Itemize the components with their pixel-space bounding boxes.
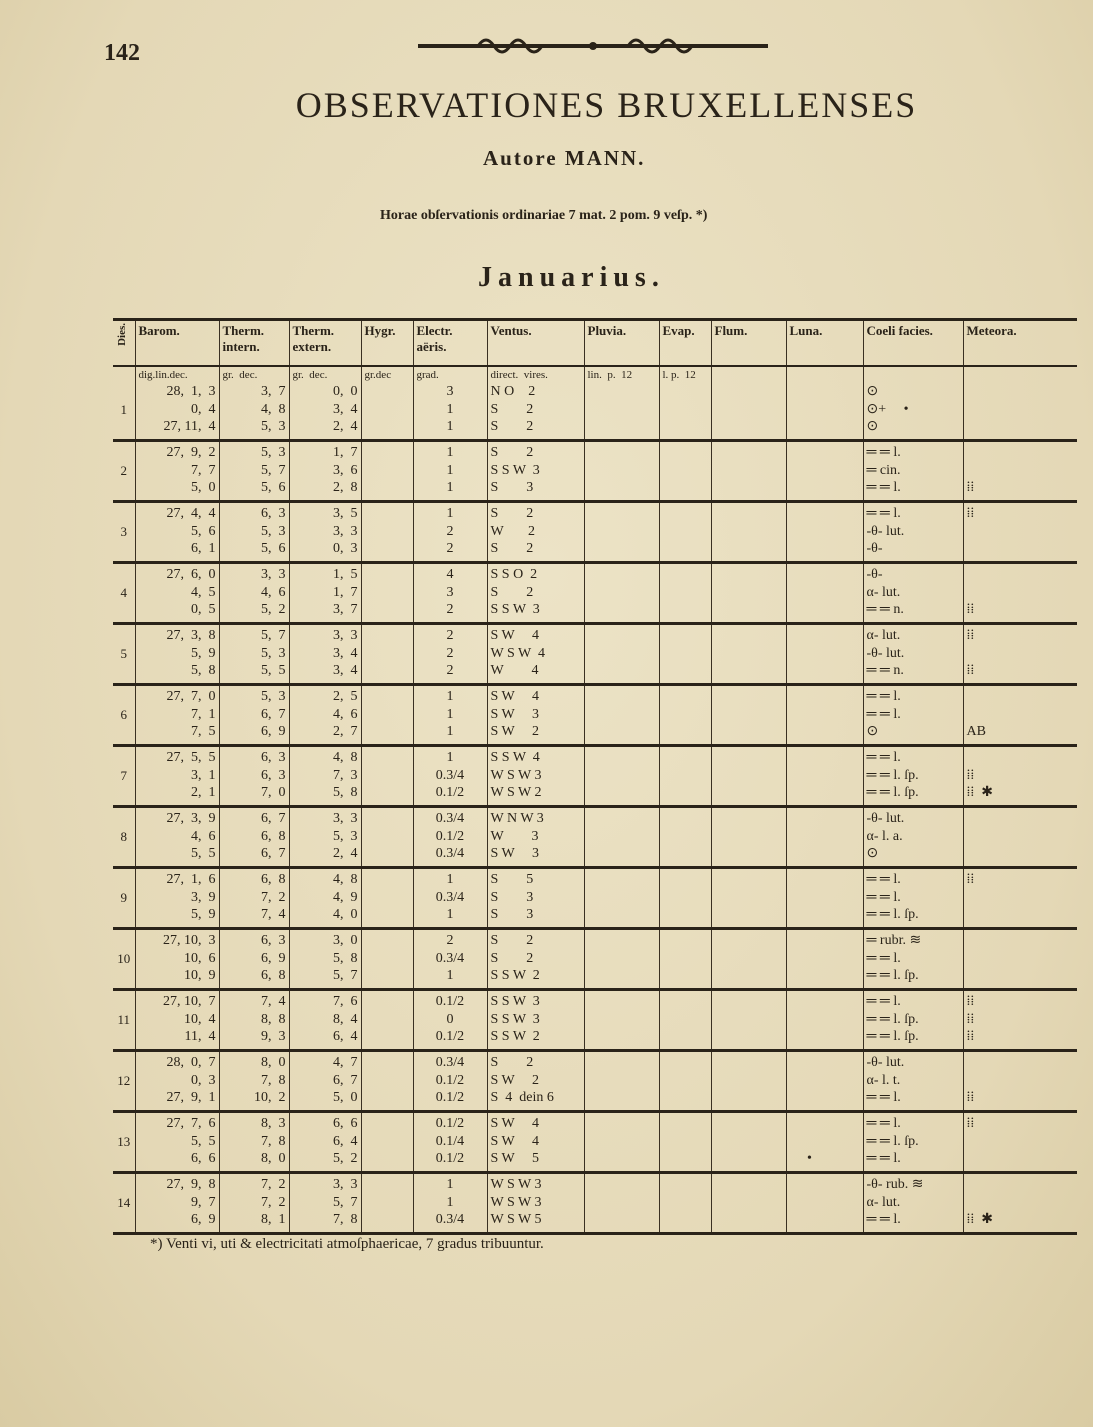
evap-cell [659, 1051, 711, 1112]
hygr-cell [361, 381, 413, 441]
electr-cell: 0.3/4 0.1/2 0.1/2 [413, 1051, 487, 1112]
evap-cell [659, 441, 711, 502]
flum-cell [711, 441, 786, 502]
flum-cell [711, 807, 786, 868]
pluvia-cell [584, 929, 659, 990]
evap-cell [659, 381, 711, 441]
flum-cell [711, 929, 786, 990]
day-cell: 14 [113, 1173, 135, 1234]
unit-therm-extern: gr. dec. [289, 366, 361, 381]
flum-cell [711, 502, 786, 563]
ventus-cell: S 2 W 2 S 2 [487, 502, 584, 563]
flum-cell [711, 1112, 786, 1173]
electr-cell: 3 1 1 [413, 381, 487, 441]
ornament-divider [418, 30, 768, 62]
ventus-cell: S W 4 S W 4 S W 5 [487, 1112, 584, 1173]
coeli-facies-cell: ═ ═ l. ═ ═ l. ſp. ═ ═ l. ſp. [863, 746, 963, 807]
hygr-cell [361, 624, 413, 685]
coeli-facies-cell: -θ- lut. α- l. t. ═ ═ l. [863, 1051, 963, 1112]
header-evap: Evap. [659, 320, 711, 367]
therm-extern-cell: 3, 3 5, 7 7, 8 [289, 1173, 361, 1234]
hygr-cell [361, 1173, 413, 1234]
therm-intern-cell: 5, 7 5, 3 5, 5 [219, 624, 289, 685]
therm-intern-cell: 8, 0 7, 8 10, 2 [219, 1051, 289, 1112]
barom-cell: 27, 7, 0 7, 1 7, 5 [135, 685, 219, 746]
table-header-row [113, 320, 1077, 367]
therm-extern-cell: 4, 8 4, 9 4, 0 [289, 868, 361, 929]
coeli-facies-cell: α- lut. -θ- lut. ═ ═ n. [863, 624, 963, 685]
therm-intern-cell: 5, 3 5, 7 5, 6 [219, 441, 289, 502]
meteora-cell: ⁞⁞ [963, 868, 1077, 929]
barom-cell: 27, 9, 8 9, 7 6, 9 [135, 1173, 219, 1234]
day-cell: 12 [113, 1051, 135, 1112]
barom-cell: 27, 6, 0 4, 5 0, 5 [135, 563, 219, 624]
luna-cell [786, 1173, 863, 1234]
day-cell: 4 [113, 563, 135, 624]
ventus-cell: S 2 S 2 S S W 2 [487, 929, 584, 990]
evap-cell [659, 990, 711, 1051]
unit-dies [113, 366, 135, 381]
electr-cell: 1 0.3/4 1 [413, 868, 487, 929]
evap-cell [659, 746, 711, 807]
therm-intern-cell: 6, 8 7, 2 7, 4 [219, 868, 289, 929]
unit-therm-intern: gr. dec. [219, 366, 289, 381]
flum-cell [711, 1173, 786, 1234]
coeli-facies-cell: ═ ═ l. ═ ═ l. ſp. ═ ═ l. ſp. [863, 990, 963, 1051]
meteora-cell: ⁞⁞ ⁞⁞ ✱ [963, 746, 1077, 807]
header-electr: Electr. aëris. [413, 320, 487, 367]
coeli-facies-cell: ═ ═ l. ═ ═ l. ⊙ [863, 685, 963, 746]
meteora-cell: ⁞⁞ [963, 1112, 1077, 1173]
meteora-cell: ⁞⁞ [963, 1051, 1077, 1112]
meteora-cell: ⁞⁞ [963, 441, 1077, 502]
therm-intern-cell: 5, 3 6, 7 6, 9 [219, 685, 289, 746]
header-barom: Barom. [135, 320, 219, 367]
header-therm-extern: Therm. extern. [289, 320, 361, 367]
electr-cell: 1 0.3/4 0.1/2 [413, 746, 487, 807]
barom-cell: 27, 7, 6 5, 5 6, 6 [135, 1112, 219, 1173]
pluvia-cell [584, 441, 659, 502]
day-cell: 1 [113, 381, 135, 441]
ventus-cell: S 5 S 3 S 3 [487, 868, 584, 929]
therm-intern-cell: 7, 2 7, 2 8, 1 [219, 1173, 289, 1234]
meteora-cell: ⁞⁞ [963, 502, 1077, 563]
coeli-facies-cell: ═ ═ l. ═ ═ l. ſp. ═ ═ l. [863, 1112, 963, 1173]
luna-cell [786, 990, 863, 1051]
ventus-cell: W S W 3 W S W 3 W S W 5 [487, 1173, 584, 1234]
hygr-cell [361, 502, 413, 563]
therm-intern-cell: 3, 3 4, 6 5, 2 [219, 563, 289, 624]
table-row [113, 868, 1077, 929]
coeli-facies-cell: -θ- lut. α- l. a. ⊙ [863, 807, 963, 868]
table-row [113, 502, 1077, 563]
meteora-cell: AB [963, 685, 1077, 746]
therm-extern-cell: 3, 3 3, 4 3, 4 [289, 624, 361, 685]
therm-intern-cell: 6, 7 6, 8 6, 7 [219, 807, 289, 868]
table-row [113, 685, 1077, 746]
hygr-cell [361, 1112, 413, 1173]
therm-intern-cell: 6, 3 5, 3 5, 6 [219, 502, 289, 563]
header-flum: Flum. [711, 320, 786, 367]
unit-luna [786, 366, 863, 381]
therm-extern-cell: 3, 3 5, 3 2, 4 [289, 807, 361, 868]
table-row [113, 1051, 1077, 1112]
unit-ventus: direct. vires. [487, 366, 584, 381]
pluvia-cell [584, 1112, 659, 1173]
ventus-cell: S 2 S W 2 S 4 dein 6 [487, 1051, 584, 1112]
meteora-cell [963, 381, 1077, 441]
electr-cell: 1 1 1 [413, 685, 487, 746]
luna-cell [786, 381, 863, 441]
therm-extern-cell: 1, 7 3, 6 2, 8 [289, 441, 361, 502]
unit-hygr: gr.dec [361, 366, 413, 381]
hygr-cell [361, 441, 413, 502]
header-luna: Luna. [786, 320, 863, 367]
hygr-cell [361, 746, 413, 807]
therm-extern-cell: 6, 6 6, 4 5, 2 [289, 1112, 361, 1173]
coeli-facies-cell: -θ- α- lut. ═ ═ n. [863, 563, 963, 624]
pluvia-cell [584, 746, 659, 807]
electr-cell: 1 2 2 [413, 502, 487, 563]
page-title: OBSERVATIONES BRUXELLENSES [295, 85, 918, 125]
barom-cell: 28, 0, 7 0, 3 27, 9, 1 [135, 1051, 219, 1112]
therm-intern-cell: 7, 4 8, 8 9, 3 [219, 990, 289, 1051]
electr-cell: 2 2 2 [413, 624, 487, 685]
evap-cell [659, 685, 711, 746]
pluvia-cell [584, 563, 659, 624]
table-row [113, 381, 1077, 441]
hygr-cell [361, 563, 413, 624]
barom-cell: 27, 3, 8 5, 9 5, 8 [135, 624, 219, 685]
ventus-cell: S S W 4 W S W 3 W S W 2 [487, 746, 584, 807]
barom-cell: 28, 1, 3 0, 4 27, 11, 4 [135, 381, 219, 441]
ventus-cell: S S W 3 S S W 3 S S W 2 [487, 990, 584, 1051]
ventus-cell: N O 2 S 2 S 2 [487, 381, 584, 441]
header-hygr: Hygr. [361, 320, 413, 367]
electr-cell: 1 1 1 [413, 441, 487, 502]
ventus-cell: W N W 3 W 3 S W 3 [487, 807, 584, 868]
therm-extern-cell: 1, 5 1, 7 3, 7 [289, 563, 361, 624]
electr-cell: 0.1/2 0 0.1/2 [413, 990, 487, 1051]
meteora-cell [963, 929, 1077, 990]
header-coeli-facies: Coeli facies. [863, 320, 963, 367]
meteora-cell: ⁞⁞ ✱ [963, 1173, 1077, 1234]
luna-cell [786, 1051, 863, 1112]
electr-cell: 0.1/2 0.1/4 0.1/2 [413, 1112, 487, 1173]
table-row [113, 624, 1077, 685]
flum-cell [711, 624, 786, 685]
electr-cell: 4 3 2 [413, 563, 487, 624]
coeli-facies-cell: ═ rubr. ≋ ═ ═ l. ═ ═ l. ſp. [863, 929, 963, 990]
therm-extern-cell: 2, 5 4, 6 2, 7 [289, 685, 361, 746]
meteora-cell: ⁞⁞ [963, 563, 1077, 624]
luna-cell [786, 929, 863, 990]
pluvia-cell [584, 807, 659, 868]
header-pluvia: Pluvia. [584, 320, 659, 367]
pluvia-cell [584, 624, 659, 685]
day-cell: 11 [113, 990, 135, 1051]
day-cell: 3 [113, 502, 135, 563]
electr-cell: 1 1 0.3/4 [413, 1173, 487, 1234]
therm-extern-cell: 3, 5 3, 3 0, 3 [289, 502, 361, 563]
coeli-facies-cell: ═ ═ l. -θ- lut. -θ- [863, 502, 963, 563]
day-cell: 5 [113, 624, 135, 685]
author-line: Autore MANN. [483, 146, 646, 170]
hygr-cell [361, 990, 413, 1051]
evap-cell [659, 807, 711, 868]
hygr-cell [361, 868, 413, 929]
observations-table [113, 318, 1077, 1235]
ventus-cell: S W 4 S W 3 S W 2 [487, 685, 584, 746]
luna-cell [786, 807, 863, 868]
unit-barom: dig.lin.dec. [135, 366, 219, 381]
day-cell: 10 [113, 929, 135, 990]
hygr-cell [361, 1051, 413, 1112]
header-dies: Dies. [113, 320, 135, 367]
day-cell: 9 [113, 868, 135, 929]
day-cell: 2 [113, 441, 135, 502]
therm-extern-cell: 4, 8 7, 3 5, 8 [289, 746, 361, 807]
luna-cell [786, 563, 863, 624]
barom-cell: 27, 9, 2 7, 7 5, 0 [135, 441, 219, 502]
coeli-facies-cell: -θ- rub. ≋ α- lut. ═ ═ l. [863, 1173, 963, 1234]
barom-cell: 27, 10, 7 10, 4 11, 4 [135, 990, 219, 1051]
therm-extern-cell: 3, 0 5, 8 5, 7 [289, 929, 361, 990]
flum-cell [711, 868, 786, 929]
coeli-facies-cell: ⊙ ⊙+ • ⊙ [863, 381, 963, 441]
unit-flum [711, 366, 786, 381]
footnote: *) Venti vi, uti & electricitati atmoſphaericae, 7 gradus tribuuntur. [150, 1236, 544, 1252]
table-row [113, 746, 1077, 807]
pluvia-cell [584, 1051, 659, 1112]
therm-extern-cell: 7, 6 8, 4 6, 4 [289, 990, 361, 1051]
day-cell: 6 [113, 685, 135, 746]
hygr-cell [361, 807, 413, 868]
evap-cell [659, 1173, 711, 1234]
pluvia-cell [584, 502, 659, 563]
unit-coeli [863, 366, 963, 381]
therm-extern-cell: 4, 7 6, 7 5, 0 [289, 1051, 361, 1112]
units-row [113, 366, 1077, 381]
table-row [113, 1173, 1077, 1234]
flum-cell [711, 381, 786, 441]
pluvia-cell [584, 1173, 659, 1234]
therm-extern-cell: 0, 0 3, 4 2, 4 [289, 381, 361, 441]
luna-cell [786, 502, 863, 563]
flum-cell [711, 990, 786, 1051]
unit-electr: grad. [413, 366, 487, 381]
flum-cell [711, 1051, 786, 1112]
meteora-cell: ⁞⁞ ⁞⁞ [963, 624, 1077, 685]
electr-cell: 0.3/4 0.1/2 0.3/4 [413, 807, 487, 868]
therm-intern-cell: 6, 3 6, 3 7, 0 [219, 746, 289, 807]
luna-cell [786, 746, 863, 807]
pluvia-cell [584, 685, 659, 746]
hygr-cell [361, 685, 413, 746]
luna-cell [786, 441, 863, 502]
table-row [113, 563, 1077, 624]
day-cell: 8 [113, 807, 135, 868]
unit-meteora [963, 366, 1077, 381]
luna-cell: • [786, 1112, 863, 1173]
header-therm-intern: Therm. intern. [219, 320, 289, 367]
header-ventus: Ventus. [487, 320, 584, 367]
header-meteora: Meteora. [963, 320, 1077, 367]
table-row [113, 990, 1077, 1051]
evap-cell [659, 868, 711, 929]
day-cell: 13 [113, 1112, 135, 1173]
coeli-facies-cell: ═ ═ l. ═ ═ l. ═ ═ l. ſp. [863, 868, 963, 929]
day-cell: 7 [113, 746, 135, 807]
observation-hours: Horae obſervationis ordinariae 7 mat. 2 pom. 9 veſp. *) [380, 208, 708, 223]
luna-cell [786, 624, 863, 685]
page-number: 142 [104, 40, 140, 66]
therm-intern-cell: 3, 7 4, 8 5, 3 [219, 381, 289, 441]
table-row [113, 441, 1077, 502]
luna-cell [786, 868, 863, 929]
flum-cell [711, 685, 786, 746]
evap-cell [659, 929, 711, 990]
table-row [113, 807, 1077, 868]
month-heading: Januarius. [478, 262, 665, 293]
pluvia-cell [584, 381, 659, 441]
unit-pluvia: lin. p. 12 [584, 366, 659, 381]
barom-cell: 27, 4, 4 5, 6 6, 1 [135, 502, 219, 563]
flum-cell [711, 563, 786, 624]
therm-intern-cell: 6, 3 6, 9 6, 8 [219, 929, 289, 990]
barom-cell: 27, 5, 5 3, 1 2, 1 [135, 746, 219, 807]
coeli-facies-cell: ═ ═ l. ═ cin. ═ ═ l. [863, 441, 963, 502]
flum-cell [711, 746, 786, 807]
unit-evap: l. p. 12 [659, 366, 711, 381]
table-row [113, 1112, 1077, 1173]
evap-cell [659, 563, 711, 624]
therm-intern-cell: 8, 3 7, 8 8, 0 [219, 1112, 289, 1173]
evap-cell [659, 624, 711, 685]
ventus-cell: S 2 S S W 3 S 3 [487, 441, 584, 502]
hygr-cell [361, 929, 413, 990]
evap-cell [659, 502, 711, 563]
luna-cell [786, 685, 863, 746]
table-row [113, 929, 1077, 990]
ventus-cell: S W 4 W S W 4 W 4 [487, 624, 584, 685]
barom-cell: 27, 1, 6 3, 9 5, 9 [135, 868, 219, 929]
meteora-cell: ⁞⁞ ⁞⁞ ⁞⁞ [963, 990, 1077, 1051]
pluvia-cell [584, 990, 659, 1051]
pluvia-cell [584, 868, 659, 929]
evap-cell [659, 1112, 711, 1173]
barom-cell: 27, 10, 3 10, 6 10, 9 [135, 929, 219, 990]
meteora-cell [963, 807, 1077, 868]
barom-cell: 27, 3, 9 4, 6 5, 5 [135, 807, 219, 868]
electr-cell: 2 0.3/4 1 [413, 929, 487, 990]
ventus-cell: S S O 2 S 2 S S W 3 [487, 563, 584, 624]
